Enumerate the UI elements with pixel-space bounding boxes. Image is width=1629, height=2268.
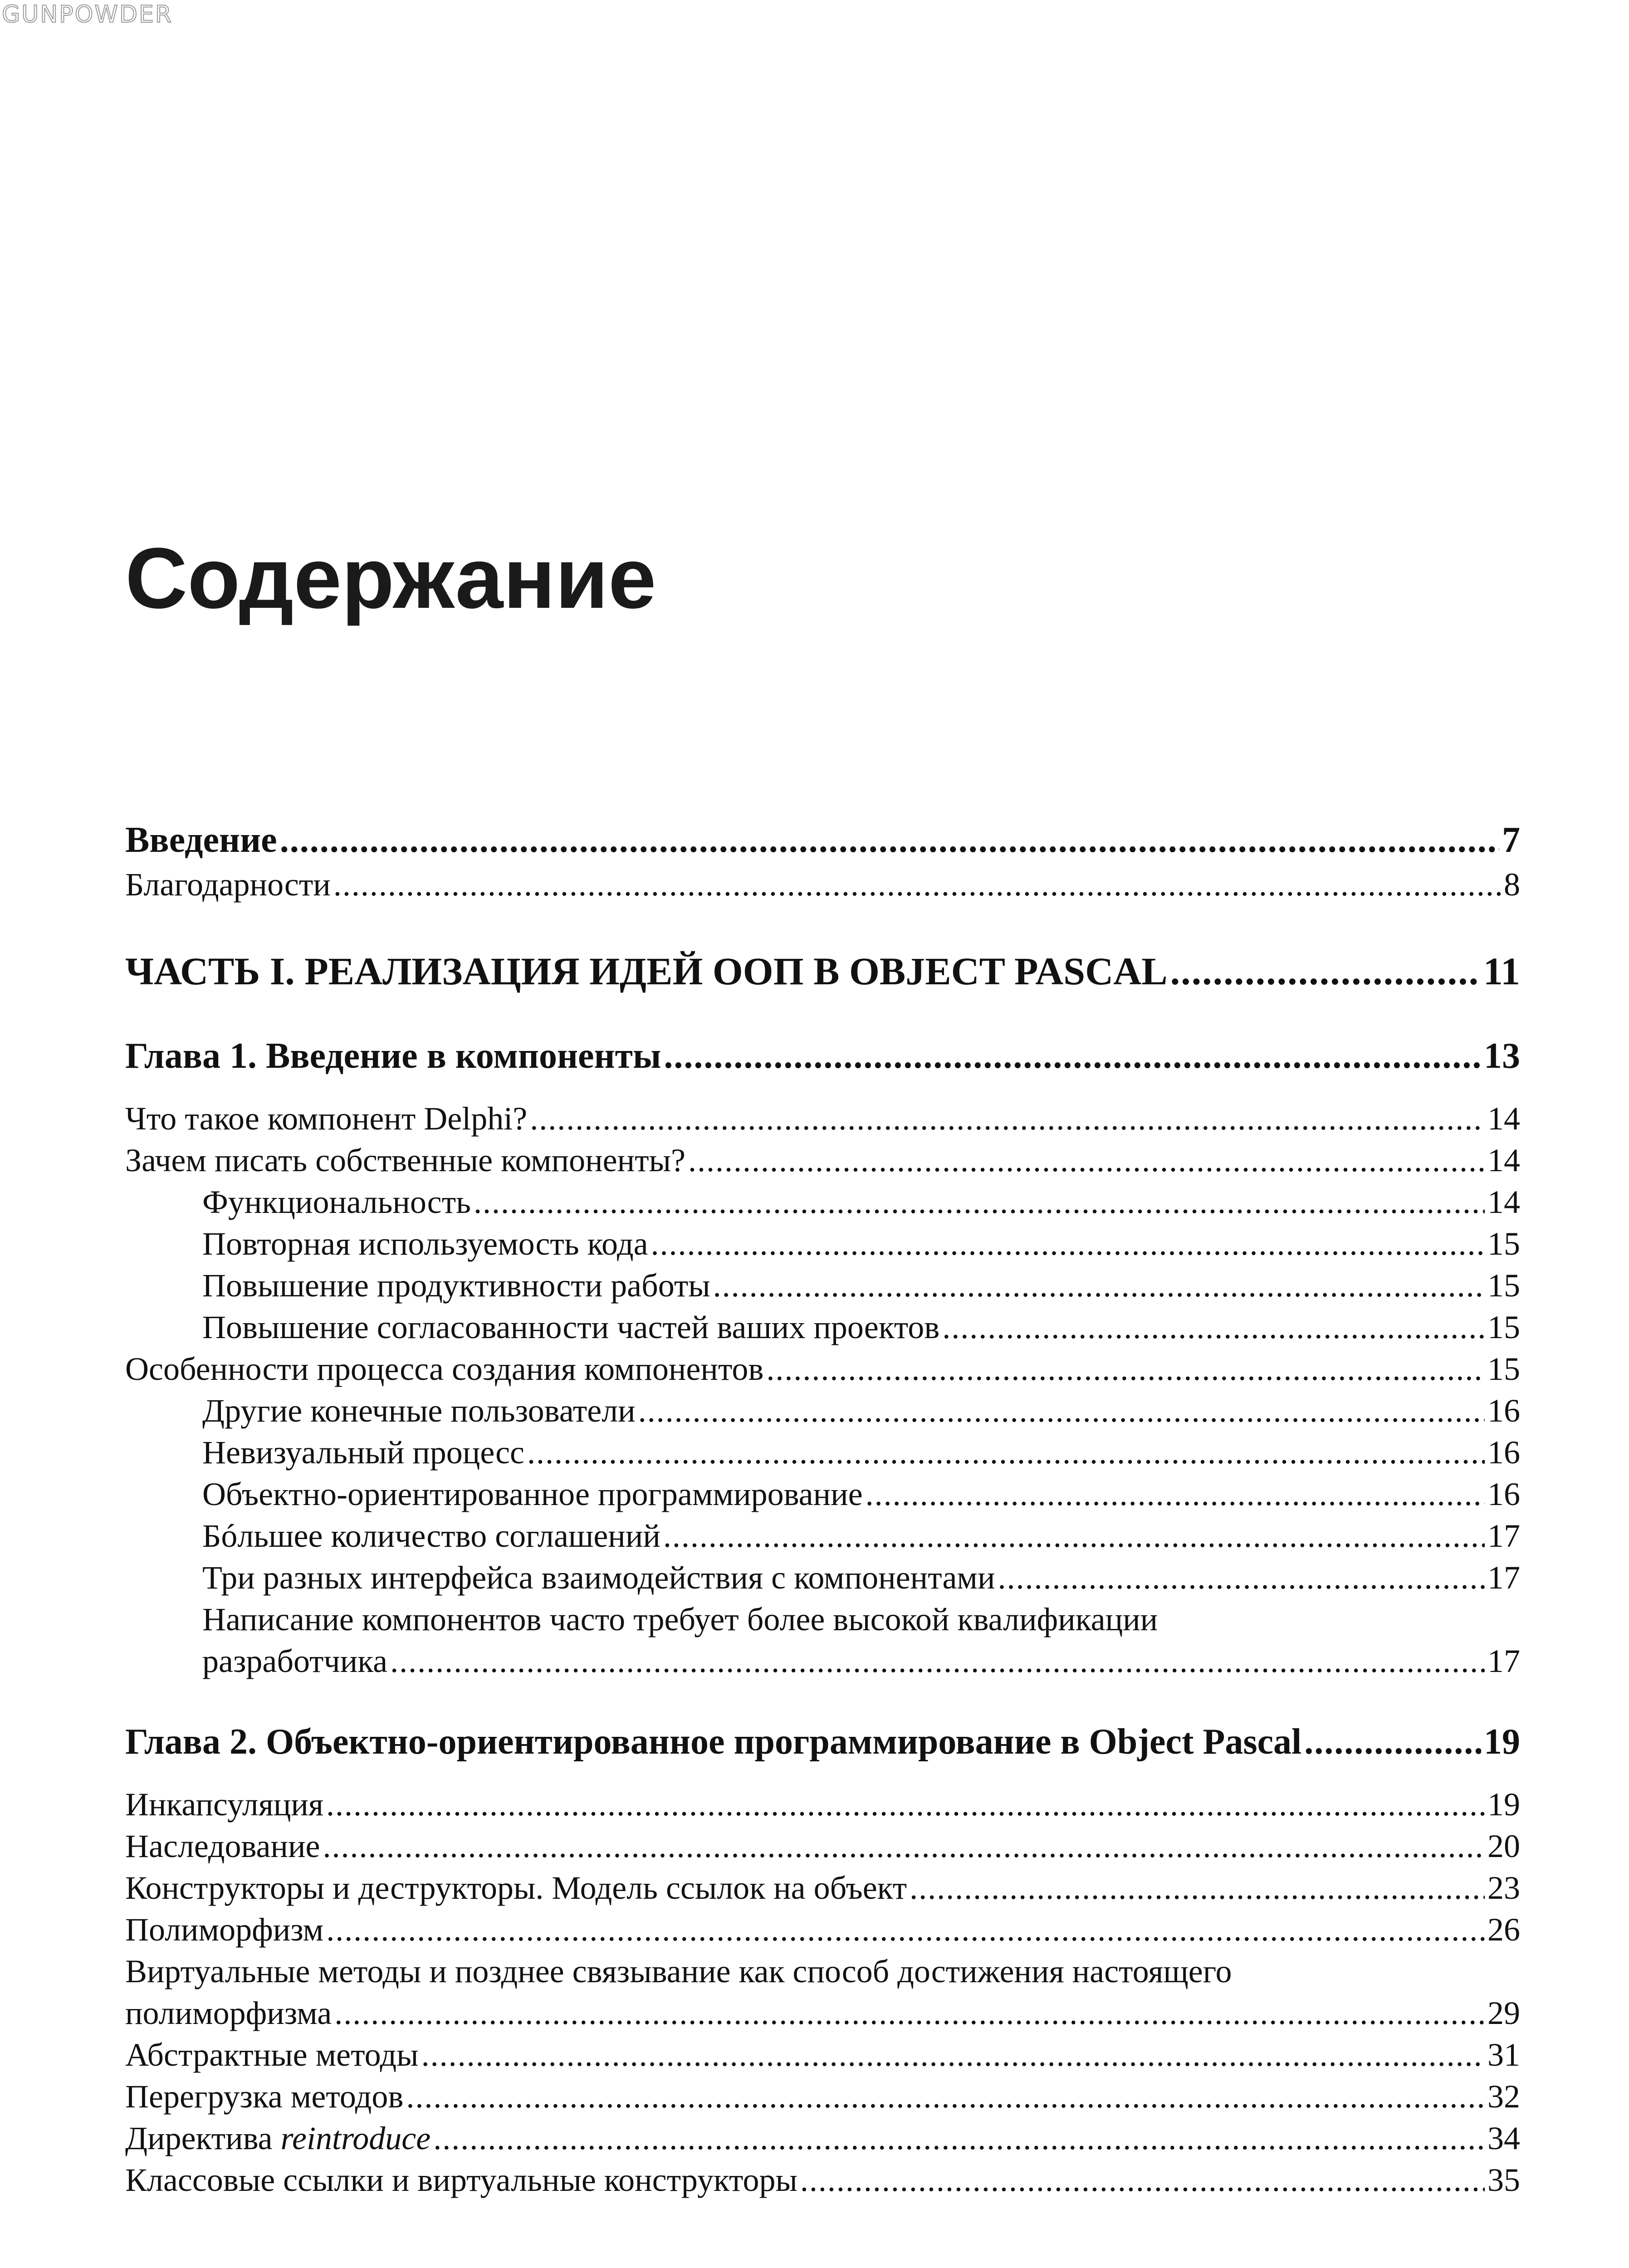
toc-entry-line1: Виртуальные методы и позднее связывание как способ достижения настоящего — [125, 1953, 1232, 1989]
toc-label-prefix: Директива — [125, 2120, 281, 2156]
toc-label: Особенности процесса создания компонентов — [125, 1351, 764, 1387]
toc-subentry[interactable] — [125, 1432, 1520, 1473]
page-title: Содержание — [125, 530, 656, 626]
toc-page-number: 15 — [1487, 1309, 1520, 1345]
toc-page-number: 17 — [1487, 1643, 1520, 1679]
toc-label — [125, 2117, 430, 2159]
toc-label: Три разных интерфейса взаимодействия с компонентами — [202, 1559, 995, 1596]
toc-label: Перегрузка методов — [125, 2078, 404, 2115]
dot-leader — [766, 1348, 1485, 1390]
dot-leader — [280, 816, 1499, 864]
toc-entry[interactable] — [125, 2159, 1520, 2201]
dot-leader — [910, 1867, 1485, 1909]
toc-entry[interactable] — [125, 1784, 1520, 1825]
toc-page-number: 17 — [1487, 1518, 1520, 1554]
toc-page-number: 26 — [1487, 1911, 1520, 1948]
toc-entry-introduction[interactable] — [125, 816, 1520, 864]
dot-leader — [800, 2159, 1485, 2201]
toc-label: Инкапсуляция — [125, 1786, 324, 1823]
toc-page-number: 14 — [1487, 1100, 1520, 1137]
dot-leader — [998, 1557, 1485, 1598]
toc-subentry[interactable] — [125, 1223, 1520, 1265]
toc-entry[interactable] — [125, 1139, 1520, 1181]
toc-label-italic: reintroduce — [280, 2120, 431, 2156]
toc-entry-chapter-1[interactable] — [125, 1032, 1520, 1080]
dot-leader — [530, 1098, 1485, 1139]
toc-page-number: 14 — [1487, 1184, 1520, 1220]
toc-label: Что такое компонент Delphi? — [125, 1100, 528, 1137]
toc-page-number: 29 — [1487, 1995, 1520, 2031]
toc-label: разработчика — [202, 1643, 388, 1679]
toc-label: Глава 1. Введение в компоненты — [125, 1036, 661, 1076]
dot-leader — [942, 1306, 1485, 1348]
toc-label: Невизуальный процесс — [202, 1434, 524, 1471]
toc-page-number: 19 — [1484, 1722, 1520, 1762]
toc-entry[interactable] — [125, 1992, 1520, 2034]
toc-page-number: 31 — [1487, 2037, 1520, 2073]
toc-entry-part-1[interactable] — [125, 946, 1520, 996]
toc-label: Глава 2. Объектно-ориентированное программирование в Object Pascal — [125, 1722, 1302, 1762]
toc-entry-chapter-2[interactable] — [125, 1718, 1520, 1765]
toc-page-number: 15 — [1487, 1351, 1520, 1387]
dot-leader — [323, 1825, 1485, 1867]
dot-leader — [406, 2076, 1485, 2117]
toc-entry[interactable] — [125, 2117, 1520, 2159]
toc-page-number: 32 — [1487, 2078, 1520, 2115]
dot-leader — [390, 1640, 1485, 1682]
toc-label: Благодарности — [125, 866, 331, 903]
dot-leader — [326, 1909, 1485, 1950]
dot-leader — [334, 1992, 1485, 2034]
dot-leader — [1170, 946, 1481, 996]
toc-label: Зачем писать собственные компоненты? — [125, 1142, 685, 1178]
dot-leader — [866, 1473, 1485, 1515]
dot-leader — [663, 1515, 1485, 1557]
toc-page-number: 16 — [1487, 1393, 1520, 1429]
toc-label: Бóльшее количество соглашений — [202, 1518, 660, 1554]
toc-page-number: 17 — [1487, 1559, 1520, 1596]
toc-subentry[interactable] — [125, 1515, 1520, 1557]
dot-leader — [474, 1181, 1485, 1223]
toc-entry[interactable] — [125, 2076, 1520, 2117]
toc-label: полиморфизма — [125, 1995, 332, 2031]
toc-subentry[interactable] — [125, 1557, 1520, 1598]
dot-leader — [651, 1223, 1485, 1265]
toc-page-number: 16 — [1487, 1434, 1520, 1471]
toc-entry[interactable] — [125, 2034, 1520, 2076]
toc-subentry[interactable] — [125, 1390, 1520, 1432]
dot-leader — [527, 1432, 1485, 1473]
toc-page-number: 14 — [1487, 1142, 1520, 1178]
toc-page-number: 15 — [1487, 1226, 1520, 1262]
toc-label: Повышение согласованности частей ваших проектов — [202, 1309, 940, 1345]
toc-label: Функциональность — [202, 1184, 471, 1220]
toc-page-number: 35 — [1487, 2162, 1520, 2198]
toc-label: Объектно-ориентированное программирование — [202, 1476, 863, 1512]
dot-leader — [333, 864, 1501, 905]
dot-leader — [433, 2117, 1485, 2159]
dot-leader — [1304, 1718, 1481, 1765]
dot-leader — [688, 1139, 1485, 1181]
toc-page-number: 20 — [1487, 1828, 1520, 1864]
toc-subentry[interactable] — [125, 1640, 1520, 1682]
toc-page-number: 23 — [1487, 1870, 1520, 1906]
dot-leader — [664, 1032, 1481, 1080]
dot-leader — [638, 1390, 1485, 1432]
toc-entry[interactable] — [125, 1909, 1520, 1950]
toc-label: Повышение продуктивности работы — [202, 1267, 710, 1304]
toc-entry[interactable] — [125, 1867, 1520, 1909]
toc-label: Повторная используемость кода — [202, 1226, 648, 1262]
toc-label: Введение — [125, 820, 277, 860]
toc-page-number: 19 — [1487, 1786, 1520, 1823]
toc-label: Классовые ссылки и виртуальные конструкторы — [125, 2162, 797, 2198]
toc-page-number: 34 — [1487, 2120, 1520, 2156]
toc-entry[interactable] — [125, 1825, 1520, 1867]
toc-entry[interactable] — [125, 1348, 1520, 1390]
dot-leader — [326, 1784, 1485, 1825]
toc-page-number: 11 — [1483, 949, 1520, 993]
toc-subentry[interactable] — [125, 1473, 1520, 1515]
toc-page-number: 15 — [1487, 1267, 1520, 1304]
toc-label: Наследование — [125, 1828, 320, 1864]
dot-leader — [421, 2034, 1485, 2076]
dot-leader — [713, 1265, 1485, 1306]
toc-page-number: 13 — [1484, 1036, 1520, 1076]
toc-entry-acknowledgements[interactable] — [125, 864, 1520, 905]
toc-subentry[interactable] — [125, 1265, 1520, 1306]
toc-subentry-line1: Написание компонентов часто требует более высокой квалификации — [202, 1601, 1158, 1637]
toc-label: ЧАСТЬ I. РЕАЛИЗАЦИЯ ИДЕЙ ООП В OBJECT PASCAL — [125, 949, 1168, 993]
toc-entry[interactable] — [125, 1098, 1520, 1139]
toc-page-number: 7 — [1502, 820, 1520, 860]
table-of-contents — [125, 816, 1520, 2201]
toc-subentry[interactable] — [125, 1306, 1520, 1348]
watermark: GUNPOWDER — [2, 1, 173, 28]
toc-label: Конструкторы и деструкторы. Модель ссылок на объект — [125, 1870, 907, 1906]
toc-page-number: 16 — [1487, 1476, 1520, 1512]
toc-subentry[interactable] — [125, 1181, 1520, 1223]
toc-label: Другие конечные пользователи — [202, 1393, 636, 1429]
toc-page-number: 8 — [1504, 866, 1520, 903]
toc-label: Абстрактные методы — [125, 2037, 419, 2073]
toc-label: Полиморфизм — [125, 1911, 324, 1948]
